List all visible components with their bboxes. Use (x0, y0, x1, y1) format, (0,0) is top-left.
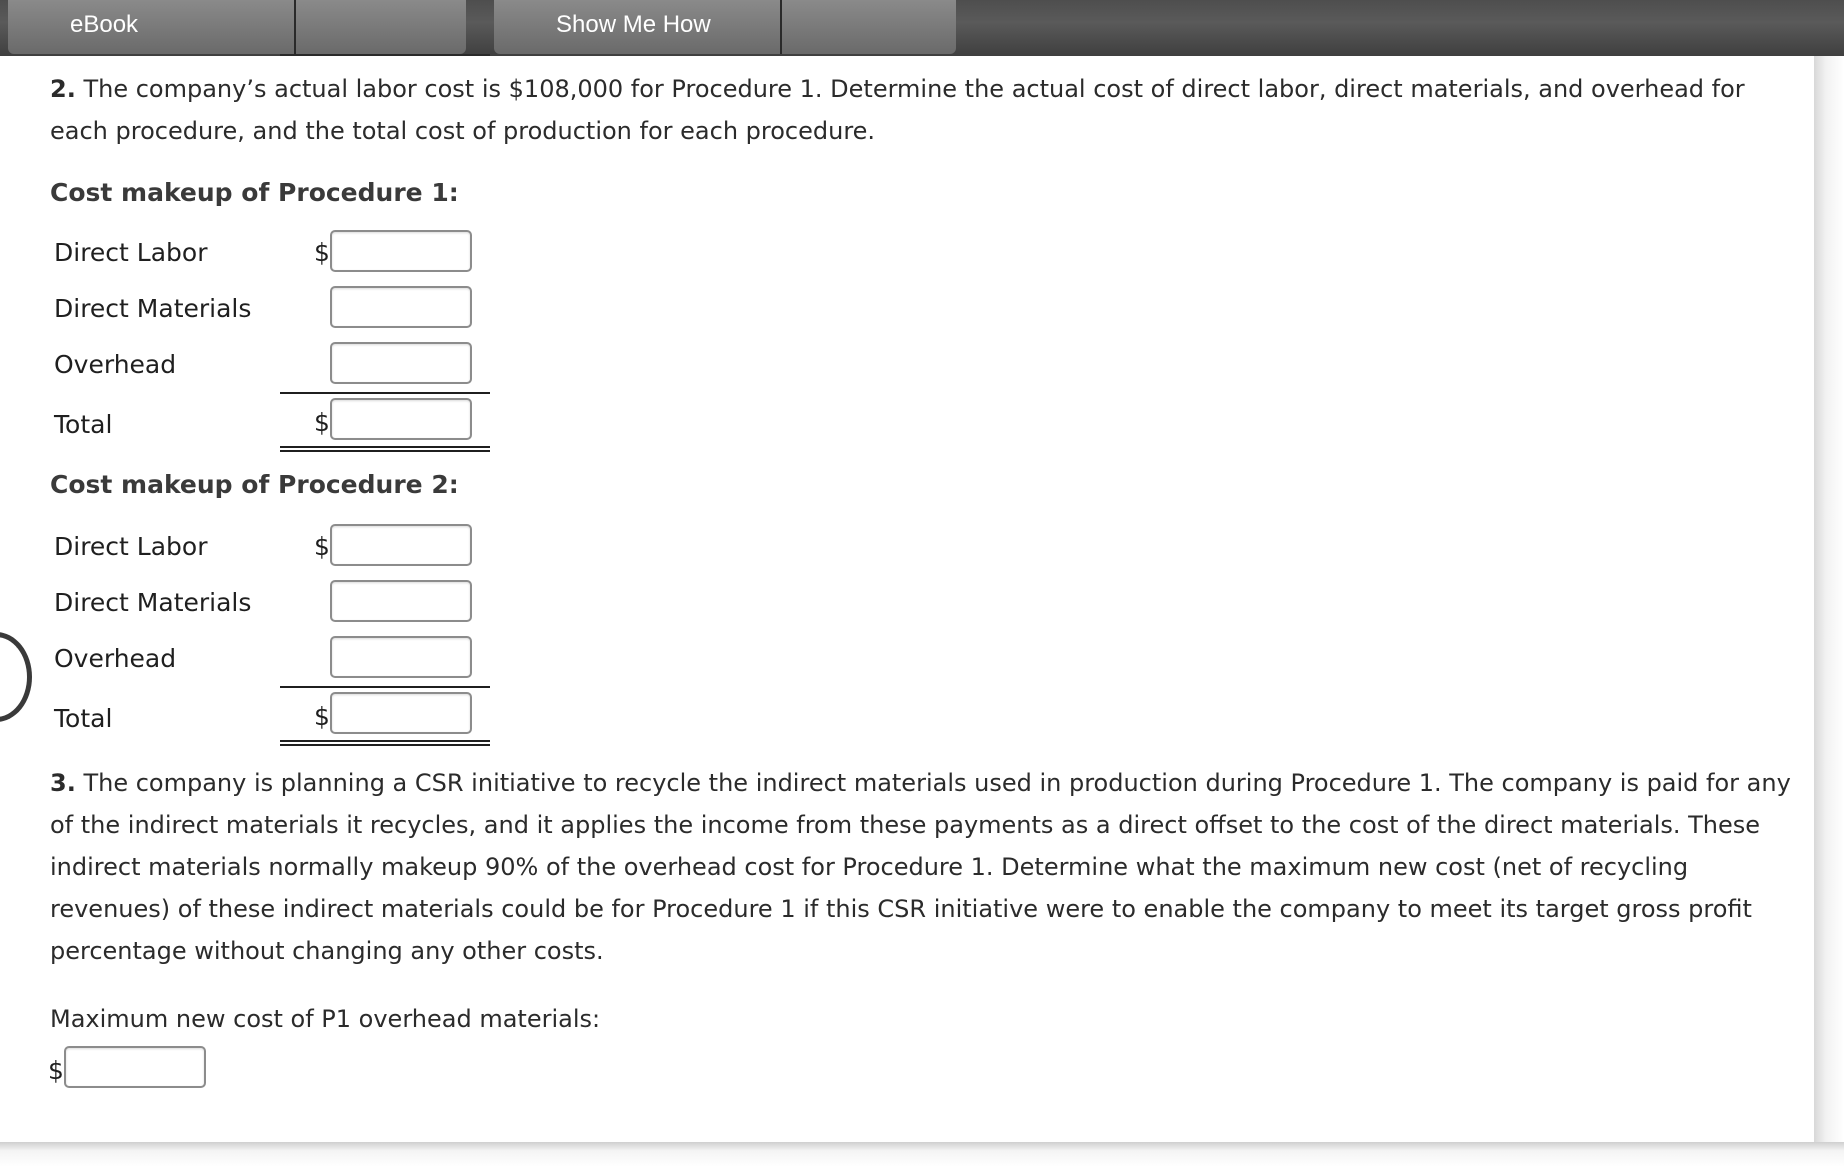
max-new-cost-label: Maximum new cost of P1 overhead materials: (50, 1005, 601, 1033)
procedure-2-heading: Cost makeup of Procedure 2: (50, 470, 459, 499)
tab-divider (294, 0, 296, 54)
scrollbar-shade (1814, 56, 1844, 1148)
p1-direct-labor-currency: $ (314, 238, 330, 267)
max-new-cost-input[interactable] (64, 1046, 206, 1088)
p2-direct-materials-input[interactable] (330, 580, 472, 622)
p2-total-label: Total (54, 704, 113, 733)
question-3-line4: revenues) of these indirect materials could be for Procedure 1 if this CSR initiative were to enable the company to meet its target gross profit (50, 895, 1752, 923)
p2-direct-labor-input[interactable] (330, 524, 472, 566)
p1-direct-materials-input[interactable] (330, 286, 472, 328)
toolbar (0, 0, 1844, 56)
p1-total-input[interactable] (330, 398, 472, 440)
question-3-line1 (50, 762, 1791, 804)
p1-total-double-rule (280, 446, 490, 452)
p2-direct-labor-currency: $ (314, 532, 330, 561)
tab-show-me-how-label: Show Me How (556, 11, 711, 38)
p2-subtotal-rule (280, 686, 490, 688)
p1-direct-materials-label: Direct Materials (54, 294, 252, 323)
tab-ebook[interactable] (8, 0, 466, 54)
question-2-line1 (50, 68, 1745, 110)
p2-overhead-input[interactable] (330, 636, 472, 678)
question-3-text: The company is planning a CSR initiative to recycle the indirect materials used in production during Procedure 1. The company is paid for any (83, 769, 1791, 797)
question-2-line2: each procedure, and the total cost of production for each procedure. (50, 117, 876, 145)
question-3-line5: percentage without changing any other costs. (50, 937, 604, 965)
p2-total-input[interactable] (330, 692, 472, 734)
p1-total-currency: $ (314, 408, 330, 437)
p2-overhead-label: Overhead (54, 644, 177, 673)
p1-overhead-input[interactable] (330, 342, 472, 384)
p1-direct-labor-label: Direct Labor (54, 238, 208, 267)
max-new-cost-currency: $ (48, 1056, 64, 1085)
question-3-number: 3. (50, 769, 76, 797)
question-3-line3: indirect materials normally makeup 90% of the overhead cost for Procedure 1. Determine what the maximum new cost (net of recycling (50, 853, 1689, 881)
loading-arc-icon (0, 632, 32, 722)
p2-total-currency: $ (314, 702, 330, 731)
tab-underline (280, 54, 490, 56)
p1-direct-labor-input[interactable] (330, 230, 472, 272)
p2-total-double-rule (280, 740, 490, 746)
question-2-number: 2. (50, 75, 76, 103)
p1-total-label: Total (54, 410, 113, 439)
tab-show-me-how[interactable] (494, 0, 956, 54)
tab-ebook-label: eBook (70, 11, 139, 38)
p1-overhead-label: Overhead (54, 350, 177, 379)
procedure-1-heading: Cost makeup of Procedure 1: (50, 178, 459, 207)
bottom-shade (0, 1142, 1844, 1167)
p2-direct-materials-label: Direct Materials (54, 588, 252, 617)
question-3-line2: of the indirect materials it recycles, and it applies the income from these payments as a direct offset to the cost of the direct materials. These (50, 811, 1761, 839)
p1-subtotal-rule (280, 392, 490, 394)
p2-direct-labor-label: Direct Labor (54, 532, 208, 561)
tab-divider (780, 0, 782, 54)
question-2-text: The company’s actual labor cost is $108,000 for Procedure 1. Determine the actual cost of direct labor, direct materials, and overhead for (83, 75, 1745, 103)
